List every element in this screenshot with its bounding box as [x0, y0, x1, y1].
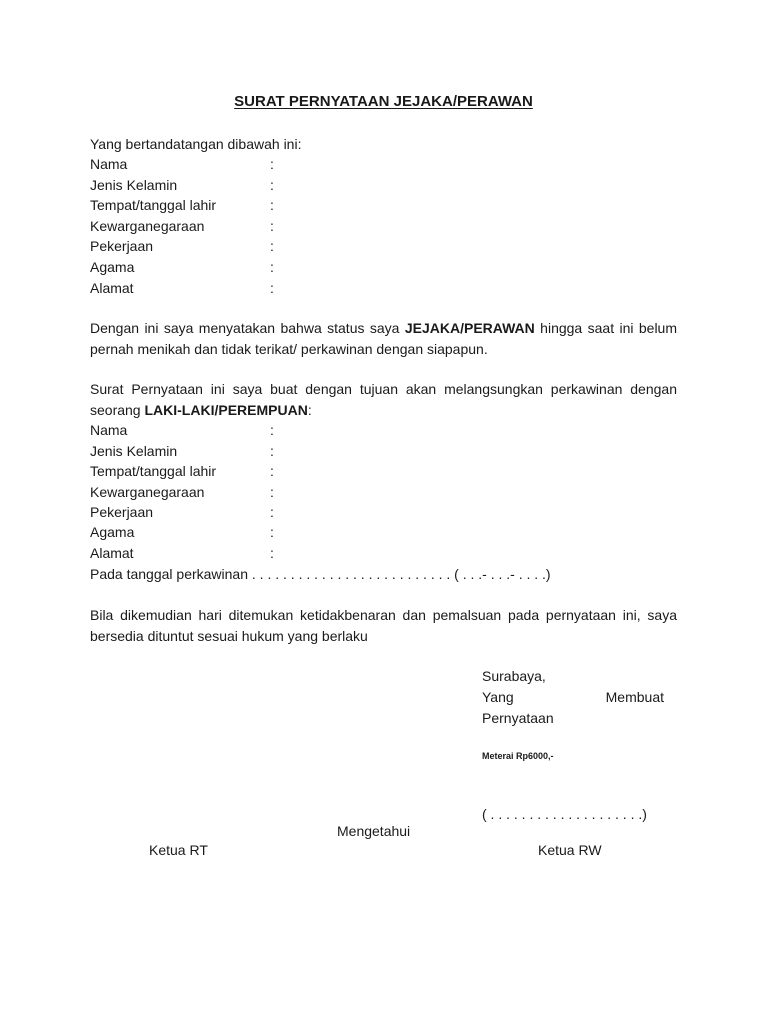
- field-row: [90, 522, 390, 542]
- field-colon: :: [270, 280, 274, 296]
- signature-name-blank: ( . . . . . . . . . . . . . . . . . . . .): [482, 806, 647, 822]
- field-label-alamat: Alamat: [90, 545, 134, 561]
- field-colon: :: [270, 524, 274, 540]
- field-row: [90, 154, 390, 174]
- signature-block: [482, 666, 664, 729]
- purpose-paragraph: [90, 379, 677, 421]
- field-colon: :: [270, 545, 274, 561]
- field-label-alamat: Alamat: [90, 280, 134, 296]
- field-label-jenis-kelamin: Jenis Kelamin: [90, 443, 178, 459]
- field-row: [90, 441, 390, 461]
- field-label-tempat-tanggal-lahir: Tempat/tanggal lahir: [90, 463, 217, 479]
- field-colon: :: [270, 177, 274, 193]
- signature-city: Surabaya,: [482, 668, 546, 684]
- purpose-text-after: :: [307, 402, 312, 418]
- status-text-bold: JEJAKA/PERAWAN: [404, 320, 535, 336]
- field-row: [90, 543, 390, 563]
- field-colon: :: [270, 504, 274, 520]
- status-text-before: Dengan ini saya menyatakan bahwa status saya: [90, 320, 405, 336]
- signature-yang: Yang: [482, 689, 514, 705]
- signature-membuat: Membuat: [605, 689, 664, 705]
- field-row: [90, 482, 390, 502]
- field-colon: :: [270, 443, 274, 459]
- field-row: [90, 278, 390, 298]
- signature-pernyataan: Pernyataan: [482, 710, 554, 726]
- document-title: SURAT PERNYATAAN JEJAKA/PERAWAN: [234, 93, 533, 110]
- ketua-rt-label: Ketua RT: [149, 842, 208, 858]
- field-colon: :: [270, 259, 274, 275]
- field-label-pekerjaan: Pekerjaan: [90, 504, 154, 520]
- field-label-nama: Nama: [90, 156, 128, 172]
- declaration-paragraph: Bila dikemudian hari ditemukan ketidakbenaran dan pemalsuan pada pernyataan ini, saya bersedia dituntut sesuai hukum yang berlaku: [90, 607, 677, 644]
- intro-text: Yang bertandatangan dibawah ini:: [90, 136, 302, 152]
- field-label-tempat-tanggal-lahir: Tempat/tanggal lahir: [90, 197, 217, 213]
- wedding-date-line: Pada tanggal perkawinan . . . . . . . . . . . . . . . . . . . . . . . . . . ( . . .- . . .- . . . .): [90, 566, 551, 582]
- field-label-agama: Agama: [90, 524, 135, 540]
- field-label-agama: Agama: [90, 259, 135, 275]
- field-label-kewarganegaraan: Kewarganegaraan: [90, 484, 205, 500]
- acknowledged-label: Mengetahui: [337, 823, 411, 839]
- field-row: [90, 461, 390, 481]
- field-row: [90, 236, 390, 256]
- field-label-kewarganegaraan: Kewarganegaraan: [90, 218, 205, 234]
- field-colon: :: [270, 218, 274, 234]
- field-row: [90, 257, 390, 277]
- field-colon: :: [270, 156, 274, 172]
- purpose-text-bold: LAKI-LAKI/PEREMPUAN: [144, 402, 308, 418]
- field-colon: :: [270, 463, 274, 479]
- meterai-stamp-label: Meterai Rp6000,-: [482, 751, 554, 761]
- field-row: [90, 175, 390, 195]
- status-text-after: hingga saat ini belum pernah menikah dan tidak terikat/ perkawinan dengan siapapun.: [90, 320, 678, 357]
- field-label-nama: Nama: [90, 422, 128, 438]
- field-row: [90, 420, 390, 440]
- signature-maker-row: [482, 687, 664, 708]
- field-row: [90, 216, 390, 236]
- purpose-text-before: Surat Pernyataan ini saya buat dengan tujuan akan melangsungkan perkawinan dengan seorang: [90, 381, 677, 418]
- field-colon: :: [270, 197, 274, 213]
- field-colon: :: [270, 422, 274, 438]
- field-row: [90, 195, 390, 215]
- status-paragraph: [90, 318, 677, 360]
- field-label-jenis-kelamin: Jenis Kelamin: [90, 177, 178, 193]
- field-row: [90, 502, 390, 522]
- field-label-pekerjaan: Pekerjaan: [90, 238, 154, 254]
- ketua-rw-label: Ketua RW: [538, 842, 602, 858]
- field-colon: :: [270, 484, 274, 500]
- field-colon: :: [270, 238, 274, 254]
